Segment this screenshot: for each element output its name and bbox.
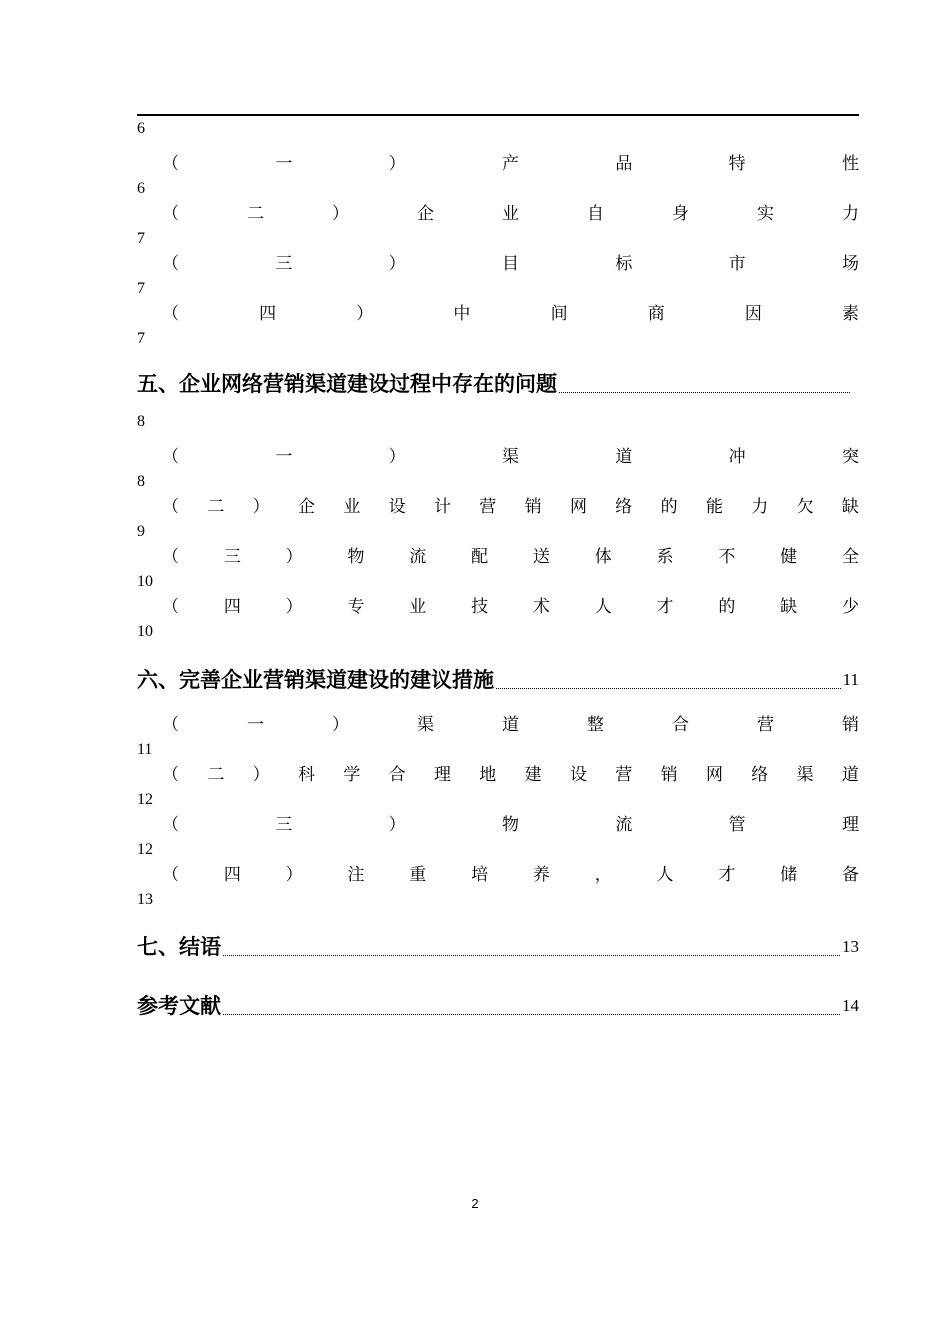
toc-subentry-char: 少 — [841, 597, 859, 617]
toc-subentry-char: （ — [162, 154, 179, 174]
toc-subentry-char: 一 — [275, 447, 293, 467]
toc-subentry-char: 注 — [347, 865, 365, 885]
toc-subentry-char: 企 — [417, 204, 434, 224]
toc-heading-page-number: 13 — [842, 937, 859, 956]
toc-heading-title: 七、结语 — [137, 934, 221, 959]
toc-subentry-char: 理 — [841, 815, 859, 835]
toc-subentry-char: （ — [162, 765, 179, 785]
toc-subentry-char: （ — [162, 204, 179, 224]
toc-subentry-char: 学 — [343, 765, 361, 785]
toc-subentry-char: 渠 — [796, 765, 814, 785]
toc-subentry-char: 不 — [718, 547, 736, 567]
toc-subentry-char: 配 — [471, 547, 489, 567]
toc-subentry-char: 二 — [207, 765, 225, 785]
toc-subentry-char: ） — [285, 597, 303, 617]
toc-subentry-char: （ — [162, 547, 179, 567]
toc-subentry-char: 计 — [433, 497, 451, 517]
toc-subentry-char: 流 — [409, 547, 427, 567]
toc-subentry-char: 人 — [656, 865, 674, 885]
toc-subentry-char: 合 — [672, 715, 689, 735]
toc-page-number: 12 — [137, 791, 153, 808]
toc-subentry-char: 体 — [594, 547, 612, 567]
toc-subentry-char: 中 — [453, 304, 471, 324]
toc-subentry-char: 全 — [841, 547, 859, 567]
toc-subentry-char: 技 — [471, 597, 489, 617]
toc-subentry-char: 品 — [615, 154, 633, 174]
toc-subentry[interactable] — [162, 254, 859, 274]
toc-subentry-char: 四 — [223, 865, 241, 885]
toc-subentry-char: 二 — [247, 204, 264, 224]
toc-subentry[interactable] — [162, 865, 859, 885]
toc-subentry[interactable] — [162, 204, 859, 224]
toc-subentry[interactable] — [162, 815, 859, 835]
toc-subentry-char: 一 — [247, 715, 264, 735]
toc-subentry-char: 销 — [660, 765, 678, 785]
toc-subentry[interactable] — [162, 715, 859, 735]
toc-subentry-char: 地 — [479, 765, 497, 785]
toc-subentry[interactable] — [162, 447, 859, 467]
toc-subentry-char: 三 — [223, 547, 241, 567]
toc-page-number: 10 — [137, 623, 153, 640]
toc-subentry-char: 业 — [409, 597, 427, 617]
toc-subentry[interactable] — [162, 765, 859, 785]
toc-page-number: 9 — [137, 523, 145, 540]
toc-page-number: 7 — [137, 330, 145, 347]
toc-subentry[interactable] — [162, 304, 859, 324]
toc-subentry-char: 合 — [388, 765, 406, 785]
toc-subentry-char: 网 — [569, 497, 587, 517]
toc-subentry-char: 系 — [656, 547, 674, 567]
toc-subentry-char: 业 — [502, 204, 519, 224]
toc-page-number: 11 — [137, 741, 153, 758]
toc-subentry-char: 培 — [471, 865, 489, 885]
toc-subentry-char: （ — [162, 865, 179, 885]
toc-subentry-char: 整 — [587, 715, 604, 735]
toc-subentry-char: 备 — [841, 865, 859, 885]
toc-subentry-char: 络 — [751, 765, 769, 785]
toc-subentry-char: 标 — [615, 254, 633, 274]
toc-page-number: 12 — [137, 841, 153, 858]
toc-subentry-char: 自 — [587, 204, 604, 224]
toc-subentry-char: 渠 — [417, 715, 434, 735]
toc-subentry-char: 的 — [718, 597, 736, 617]
toc-subentry-char: （ — [162, 304, 179, 324]
toc-subentry-char: 网 — [705, 765, 723, 785]
toc-subentry-char: 设 — [388, 497, 406, 517]
toc-subentry-char: 人 — [594, 597, 612, 617]
toc-subentry-char: 销 — [842, 715, 859, 735]
toc-page-number: 7 — [137, 230, 145, 247]
toc-subentry-char: 素 — [841, 304, 859, 324]
toc-heading-entry[interactable] — [137, 935, 859, 959]
toc-subentry[interactable] — [162, 547, 859, 567]
toc-subentry-char: 目 — [501, 254, 519, 274]
toc-heading-entry[interactable] — [137, 372, 859, 396]
toc-subentry-char: 设 — [569, 765, 587, 785]
toc-heading-entry[interactable] — [137, 994, 859, 1018]
toc-subentry-char: 科 — [297, 765, 315, 785]
toc-subentry-char: 商 — [647, 304, 665, 324]
toc-heading-page-number: 14 — [842, 996, 859, 1015]
toc-subentry-char: 才 — [718, 865, 736, 885]
toc-page-number: 13 — [137, 891, 153, 908]
toc-subentry-char: 实 — [757, 204, 774, 224]
toc-page-number: 6 — [137, 180, 145, 197]
toc-subentry-char: ） — [252, 497, 270, 517]
toc-subentry-char: 产 — [501, 154, 519, 174]
toc-heading-page-number: 11 — [842, 670, 859, 689]
dot-leader — [223, 1014, 840, 1015]
header-rule — [137, 114, 859, 116]
toc-subentry-char: 道 — [841, 765, 859, 785]
toc-subentry-char: 重 — [409, 865, 427, 885]
toc-subentry-char: 因 — [744, 304, 762, 324]
toc-subentry-char: 健 — [780, 547, 798, 567]
toc-subentry-char: （ — [162, 447, 179, 467]
toc-subentry-char: 性 — [841, 154, 859, 174]
toc-subentry-char: 流 — [615, 815, 633, 835]
toc-page-number: 7 — [137, 280, 145, 297]
toc-subentry-char: 络 — [615, 497, 633, 517]
toc-subentry-char: 理 — [433, 765, 451, 785]
toc-subentry-char: ） — [285, 547, 303, 567]
dot-leader — [223, 955, 840, 956]
page-number: 2 — [471, 1196, 479, 1211]
toc-subentry-char: 专 — [347, 597, 365, 617]
toc-subentry-char: 缺 — [841, 497, 859, 517]
toc-page-number: 8 — [137, 413, 145, 430]
toc-heading-title: 六、完善企业营销渠道建设的建议措施 — [137, 667, 494, 692]
toc-subentry-char: 能 — [705, 497, 723, 517]
toc-subentry[interactable] — [162, 597, 859, 617]
toc-subentry-char: （ — [162, 597, 179, 617]
toc-subentry-char: 力 — [751, 497, 769, 517]
toc-subentry-char: 身 — [672, 204, 689, 224]
toc-subentry-char: 冲 — [728, 447, 746, 467]
toc-subentry-char: 的 — [660, 497, 678, 517]
toc-subentry-char: 四 — [259, 304, 277, 324]
toc-subentry-char: 管 — [728, 815, 746, 835]
toc-page-number: 8 — [137, 473, 145, 490]
toc-subentry-char: （ — [162, 497, 179, 517]
toc-subentry-char: 才 — [656, 597, 674, 617]
toc-subentry-char: 三 — [275, 254, 293, 274]
toc-heading-entry[interactable] — [137, 668, 859, 692]
toc-subentry-char: ） — [388, 254, 406, 274]
toc-heading-title: 参考文献 — [137, 993, 221, 1018]
toc-subentry-char: 送 — [532, 547, 550, 567]
toc-subentry-char: 缺 — [780, 597, 798, 617]
toc-subentry-char: ） — [332, 715, 349, 735]
toc-page-number: 10 — [137, 573, 153, 590]
dot-leader — [559, 392, 850, 393]
toc-subentry-char: 养 — [532, 865, 550, 885]
toc-subentry-char: ） — [388, 815, 406, 835]
toc-subentry-char: 术 — [532, 597, 550, 617]
toc-subentry-char: 间 — [550, 304, 568, 324]
toc-subentry-char: 企 — [297, 497, 315, 517]
toc-subentry-char: 四 — [223, 597, 241, 617]
toc-page-number: 6 — [137, 120, 145, 137]
toc-subentry-char: 特 — [728, 154, 746, 174]
toc-subentry-char: 营 — [479, 497, 497, 517]
toc-subentry-char: （ — [162, 254, 179, 274]
toc-subentry-char: ） — [356, 304, 374, 324]
dot-leader — [496, 688, 841, 689]
toc-subentry-char: 储 — [780, 865, 798, 885]
toc-subentry-char: ） — [332, 204, 349, 224]
toc-subentry-char: 力 — [842, 204, 859, 224]
toc-subentry-char: （ — [162, 715, 179, 735]
toc-subentry-char: 一 — [275, 154, 293, 174]
toc-subentry-char: （ — [162, 815, 179, 835]
toc-subentry-char: ） — [252, 765, 270, 785]
toc-subentry-char: 业 — [343, 497, 361, 517]
toc-subentry-char: 建 — [524, 765, 542, 785]
toc-subentry-char: 二 — [207, 497, 225, 517]
toc-subentry-char: 场 — [841, 254, 859, 274]
toc-subentry-char: 道 — [615, 447, 633, 467]
toc-subentry-char: 突 — [841, 447, 859, 467]
toc-heading-title: 五、企业网络营销渠道建设过程中存在的问题 — [137, 371, 557, 396]
toc-subentry[interactable] — [162, 497, 859, 517]
toc-subentry-char: 渠 — [501, 447, 519, 467]
toc-subentry-char: 三 — [275, 815, 293, 835]
toc-subentry-char: 销 — [524, 497, 542, 517]
toc-subentry-char: ， — [594, 865, 612, 885]
toc-subentry[interactable] — [162, 154, 859, 174]
toc-subentry-char: ） — [285, 865, 303, 885]
toc-subentry-char: 道 — [502, 715, 519, 735]
toc-subentry-char: ） — [388, 447, 406, 467]
toc-subentry-char: 物 — [347, 547, 365, 567]
toc-subentry-char: 市 — [728, 254, 746, 274]
toc-subentry-char: 物 — [501, 815, 519, 835]
toc-subentry-char: ） — [388, 154, 406, 174]
toc-subentry-char: 营 — [757, 715, 774, 735]
toc-subentry-char: 欠 — [796, 497, 814, 517]
toc-subentry-char: 营 — [615, 765, 633, 785]
